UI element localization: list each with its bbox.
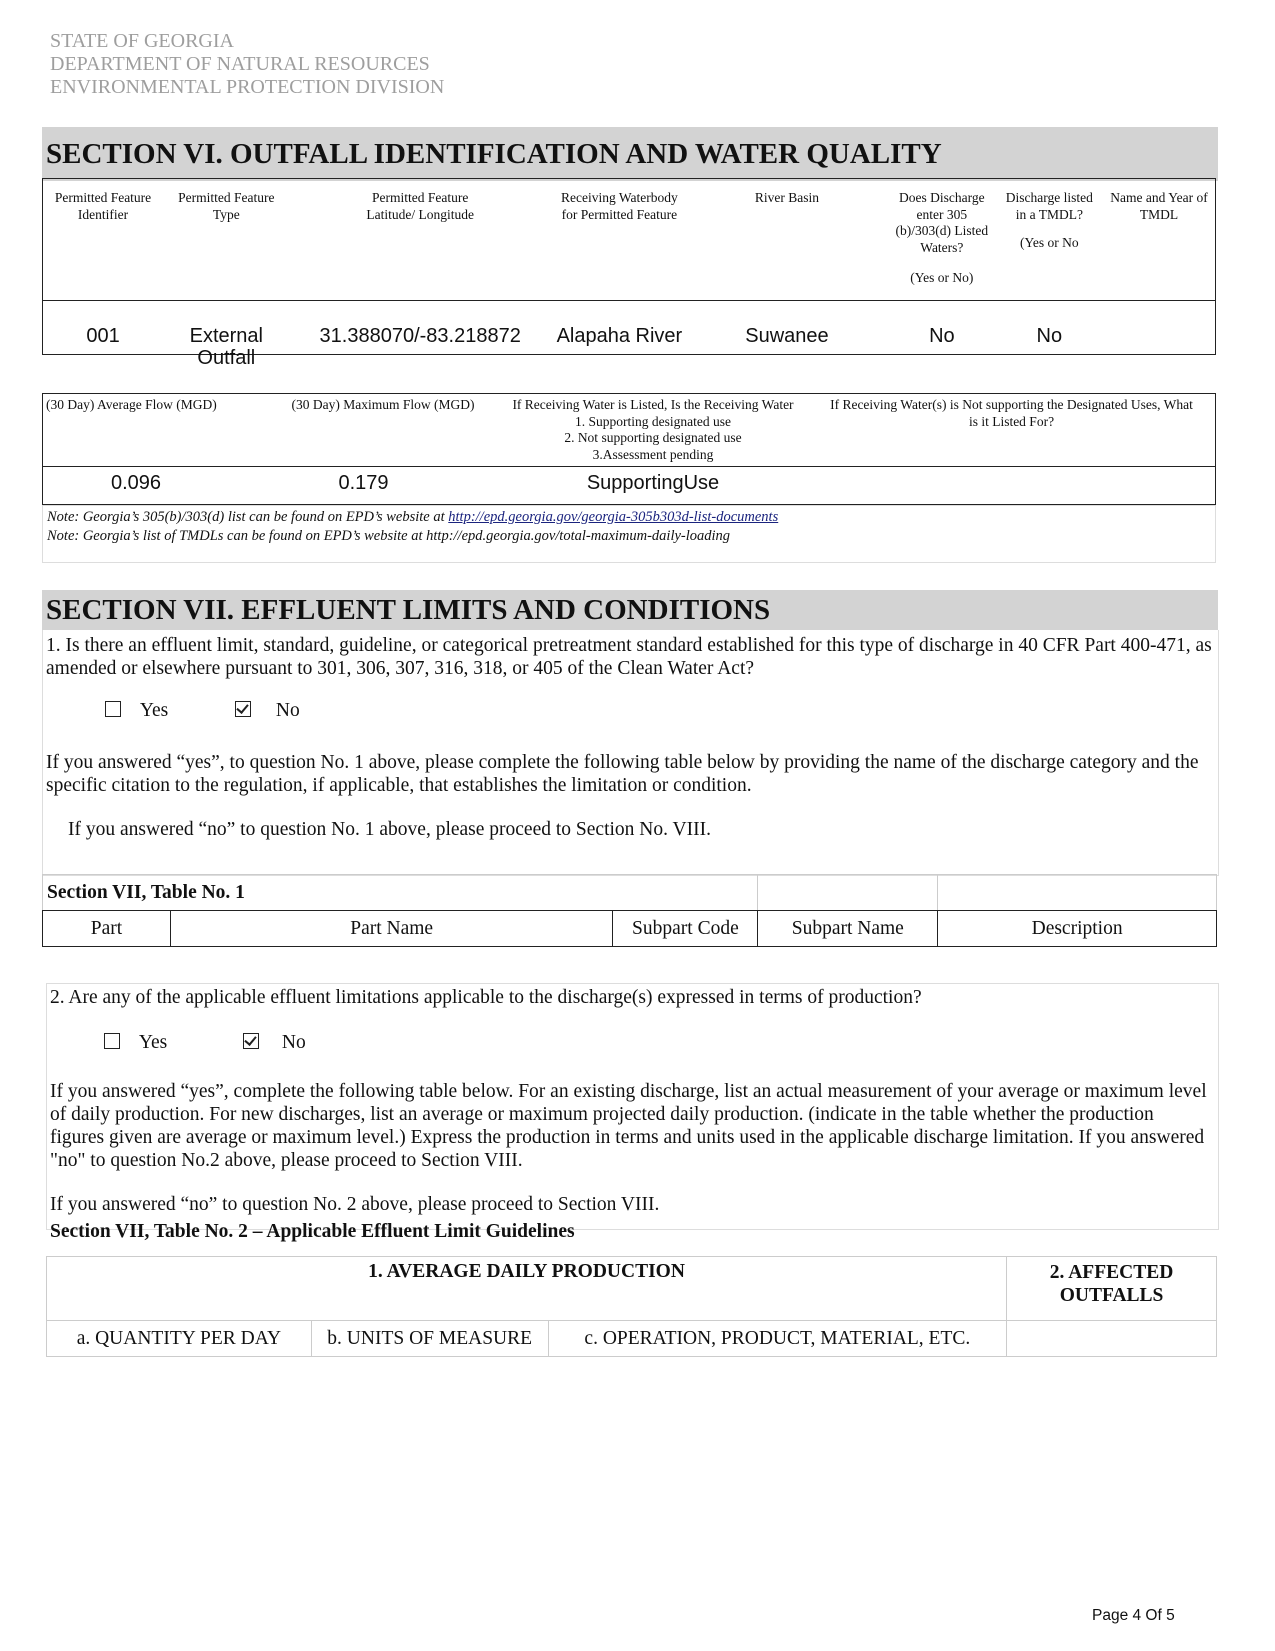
table1-col-subpart-name: Subpart Name xyxy=(758,911,938,947)
table2-col-units: b. UNITS OF MEASURE xyxy=(311,1321,548,1357)
value-river-basin[interactable]: Suwanee xyxy=(745,325,829,347)
table1-title-blank-1 xyxy=(758,875,938,911)
col-feature-identifier: Permitted Feature Identifier xyxy=(54,190,152,222)
value-listed-for[interactable] xyxy=(808,466,1215,500)
q1-yes-option[interactable] xyxy=(105,700,168,722)
value-tmdl-name-year[interactable] xyxy=(1100,317,1218,373)
table2-col-operation: c. OPERATION, PRODUCT, MATERIAL, ETC. xyxy=(548,1321,1007,1357)
q1-yes-instructions: If you answered “yes”, to question No. 1 above, please complete the following table below by providing the name of the discharge category and the specific citation to the regulation, if applicable, that establishes the limitation or condition. xyxy=(46,752,1199,796)
q2-yes-instructions: If you answered “yes”, complete the following table below. For an existing discharge, list an actual measurement of your average or maximum level of daily production. For new discharges, list an average or maximum projected daily production. (indicate in the table whether the production figures given are average or maximum level.) Express the production in terms and units used in the applicable discharge limitation. If you answered "no" to question No.2 above, please proceed to Section VIII. xyxy=(50,1081,1207,1171)
col-feature-type: Permitted Feature Type xyxy=(178,190,275,222)
table1-title: Section VII, Table No. 1 xyxy=(43,875,758,911)
table2-group-average-daily-production: 1. AVERAGE DAILY PRODUCTION xyxy=(47,1257,1007,1321)
header-line-department: DEPARTMENT OF NATURAL RESOURCES xyxy=(50,53,430,75)
q1-no-checkbox[interactable] xyxy=(235,701,251,717)
outfall-table xyxy=(44,188,1218,373)
table1 xyxy=(42,910,1217,947)
col-receiving-water-status-label: If Receiving Water is Listed, Is the Receiving Water xyxy=(512,397,794,412)
col-maximum-flow: (30 Day) Maximum Flow (MGD) xyxy=(291,397,475,412)
q1-yes-checkbox[interactable] xyxy=(105,701,121,717)
question1-text: 1. Is there an effluent limit, standard, guideline, or categorical pretreatment standard established for this type of discharge in 40 CFR Part 400-471, as amended or elsewhere pursuant to 301, 306, 307, 316, 318, or 405 of the Clean Water Act? xyxy=(46,635,1212,679)
value-tmdl-listed[interactable]: No xyxy=(1036,325,1063,347)
note-tmdl: Note: Georgia’s list of TMDLs can be found on EPD’s website at http://epd.georgia.gov/total-maximum-daily-loading xyxy=(47,528,731,544)
value-receiving-water-status[interactable]: SupportingUse xyxy=(586,471,720,494)
value-listed-waters[interactable]: No xyxy=(929,325,955,347)
col-listed-waters xyxy=(885,188,999,317)
agency-header xyxy=(50,30,444,99)
col-tmdl-listed-note: (Yes or No xyxy=(1020,235,1079,250)
q1-no-instructions: If you answered “no” to question No. 1 above, please proceed to Section No. VIII. xyxy=(68,819,711,840)
question2-text: 2. Are any of the applicable effluent limitations applicable to the discharge(s) expressed in terms of production? xyxy=(50,987,922,1008)
section7-title: SECTION VII. EFFLUENT LIMITS AND CONDITIONS xyxy=(42,590,1218,630)
q2-yes-option[interactable] xyxy=(104,1032,167,1054)
col-listed-waters-label: Does Discharge enter 305 (b)/303(d) Listed Waters? xyxy=(895,190,989,255)
col-listed-waters-note: (Yes or No) xyxy=(910,270,974,285)
q1-no-option[interactable] xyxy=(235,700,300,722)
section6-title: SECTION VI. OUTFALL IDENTIFICATION AND WATER QUALITY xyxy=(42,127,1218,181)
table1-col-description: Description xyxy=(938,911,1217,947)
col-lat-long: Permitted Feature Latitude/ Longitude xyxy=(366,190,475,222)
status-option-2: 2. Not supporting designated use xyxy=(564,430,742,445)
q2-no-instructions: If you answered “no” to question No. 2 above, please proceed to Section VIII. xyxy=(50,1194,660,1215)
col-river-basin: River Basin xyxy=(754,190,819,205)
q2-yes-label: Yes xyxy=(138,1032,168,1053)
q2-no-label: No xyxy=(281,1032,306,1053)
note-305b-link[interactable]: http://epd.georgia.gov/georgia-305b303d-list-documents xyxy=(448,509,779,525)
table1-col-subpart-code: Subpart Code xyxy=(613,911,758,947)
table1-title-row xyxy=(42,874,1217,911)
col-tmdl-listed xyxy=(999,188,1100,317)
header-line-state: STATE OF GEORGIA xyxy=(50,30,234,52)
col-receiving-water-status xyxy=(498,394,808,466)
note-305b-text: Note: Georgia’s 305(b)/303(d) list can be found on EPD’s website at xyxy=(47,509,449,525)
col-tmdl-name-year: Name and Year of TMDL xyxy=(1110,190,1208,222)
table2 xyxy=(46,1256,1217,1357)
page-number: Page 4 Of 5 xyxy=(1092,1607,1175,1624)
q1-no-label: No xyxy=(275,700,300,721)
notes-box xyxy=(42,505,1216,563)
q2-no-option[interactable] xyxy=(243,1032,306,1054)
table2-group-affected-outfalls: 2. AFFECTED OUTFALLS xyxy=(1007,1257,1217,1321)
value-average-flow[interactable]: 0.096 xyxy=(110,471,162,494)
status-option-3: 3.Assessment pending xyxy=(592,446,714,462)
q2-no-checkbox[interactable] xyxy=(243,1033,259,1049)
table2-col-outfalls-blank xyxy=(1007,1321,1217,1357)
table2-col-quantity: a. QUANTITY PER DAY xyxy=(47,1321,312,1357)
table2-title: Section VII, Table No. 2 – Applicable Effluent Limit Guidelines xyxy=(50,1221,575,1242)
value-maximum-flow[interactable]: 0.179 xyxy=(338,471,389,494)
q2-yes-checkbox[interactable] xyxy=(104,1033,120,1049)
table1-col-part: Part xyxy=(43,911,171,947)
note-305b xyxy=(47,508,1215,527)
value-feature-type[interactable]: External Outfall xyxy=(189,325,263,369)
value-lat-long[interactable]: 31.388070/-83.218872 xyxy=(319,325,521,347)
table1-col-part-name: Part Name xyxy=(170,911,613,947)
status-option-1: 1. Supporting designated use xyxy=(575,413,731,429)
value-receiving-waterbody[interactable]: Alapaha River xyxy=(556,325,683,347)
q1-yes-label: Yes xyxy=(139,700,169,721)
table1-title-blank-2 xyxy=(938,875,1217,911)
col-average-flow: (30 Day) Average Flow (MGD) xyxy=(46,397,217,412)
col-receiving-waterbody: Receiving Waterbody for Permitted Feature xyxy=(561,190,678,222)
col-listed-for: If Receiving Water(s) is Not supporting the Designated Uses, What is it Listed For? xyxy=(830,397,1193,429)
flow-table xyxy=(43,394,1215,500)
col-tmdl-listed-label: Discharge listed in a TMDL? xyxy=(1005,190,1093,222)
value-feature-identifier[interactable]: 001 xyxy=(86,325,120,347)
header-line-division: ENVIRONMENTAL PROTECTION DIVISION xyxy=(50,76,445,98)
